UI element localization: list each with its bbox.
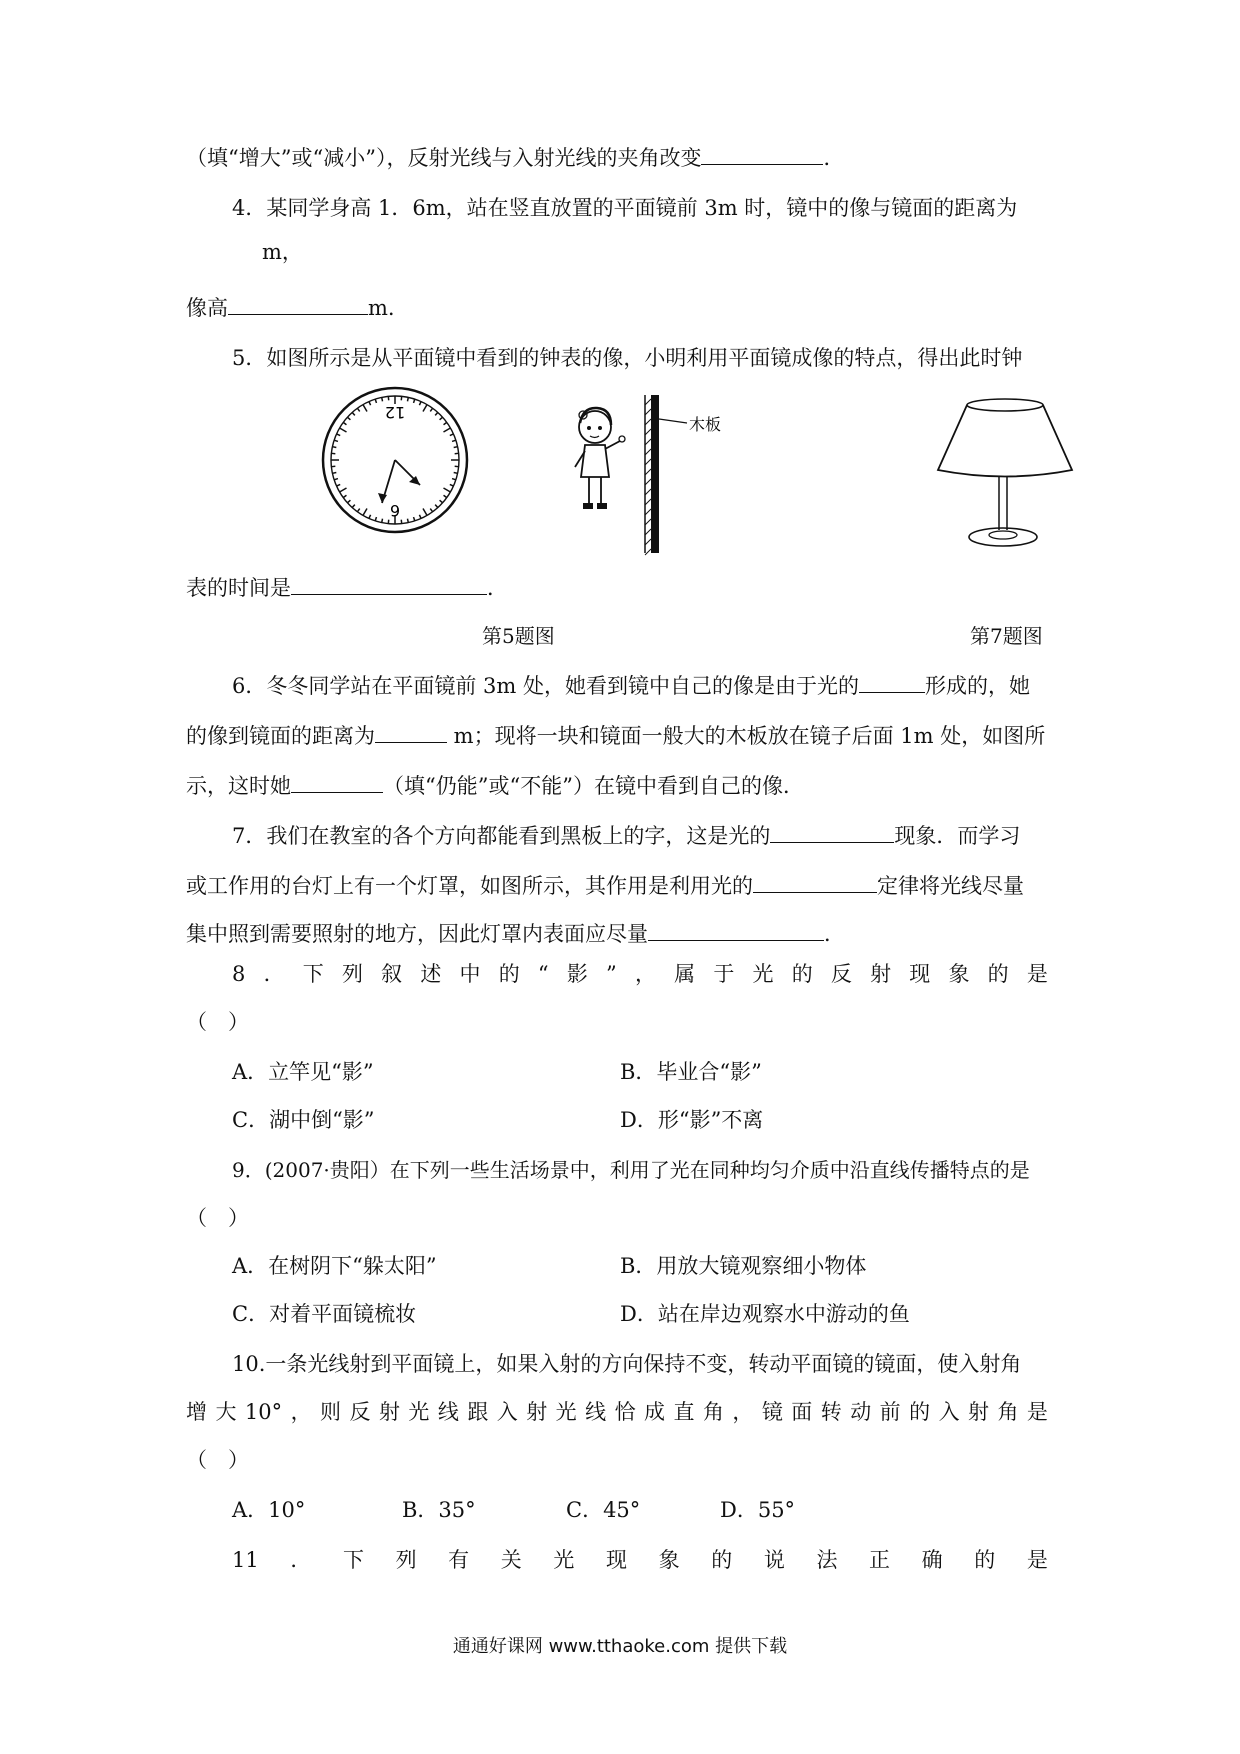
- clock-tick: [369, 515, 371, 519]
- clock-tick: [352, 412, 355, 415]
- mirror-hatch: [645, 479, 651, 485]
- text-char: 法: [816, 1548, 838, 1572]
- q9-option-b: B．用放大镜观察细小物体: [620, 1254, 867, 1278]
- q7-line3: 集中照到需要照射的地方，因此灯罩内表面应尽量 ．: [186, 922, 845, 946]
- q7-line2: 或工作用的台灯上有一个灯罩，如图所示，其作用是利用光的 定律将光线尽量: [186, 874, 1024, 898]
- clock-tick: [340, 488, 347, 492]
- figure-caption-5: 第5题图: [482, 624, 555, 648]
- text-char: 射: [526, 1400, 548, 1424]
- mirror-hatch: [645, 419, 651, 425]
- mirror-hatch: [645, 429, 651, 435]
- clock-tick: [419, 515, 421, 519]
- answer-blank[interactable]: [228, 294, 368, 315]
- text-char: 成: [644, 1400, 666, 1424]
- clock-tick: [407, 397, 408, 401]
- q4-line2: m，: [262, 240, 303, 264]
- q11-line1: [232, 1546, 1048, 1574]
- q8-option-b: B．毕业合“影”: [620, 1060, 762, 1084]
- q10-option-a: A．10°: [232, 1498, 306, 1522]
- text-char: 光: [555, 1400, 577, 1424]
- mirror-hatch: [645, 459, 651, 465]
- clock-tick: [454, 447, 458, 448]
- clock-tick: [363, 405, 367, 412]
- page-footer: 通通好课网 www.tthaoke.com 提供下载: [452, 1636, 788, 1657]
- clock-tick: [375, 517, 376, 521]
- q10-option-d: D．55°: [720, 1498, 796, 1522]
- clock-tick: [419, 402, 421, 406]
- text-char: 入: [496, 1400, 518, 1424]
- text-char: 直: [673, 1400, 695, 1424]
- text-char: 增: [186, 1400, 207, 1424]
- answer-blank[interactable]: [753, 872, 877, 893]
- text-char: 角: [997, 1400, 1019, 1424]
- text-char: 光: [752, 962, 774, 986]
- q9-option-a: A．在树阴下“躲太阳”: [232, 1254, 437, 1278]
- q10-option-b: B．35°: [402, 1498, 476, 1522]
- q10-paren: （ ）: [186, 1448, 249, 1472]
- mirror-hatch: [645, 499, 651, 505]
- clock-tick: [444, 422, 447, 424]
- clock-tick: [382, 519, 383, 523]
- mirror-hatch: [645, 509, 651, 515]
- q4-line1: 4．某同学身高 1．6m，站在竖直放置的平面镜前 3m 时，镜中的像与镜面的距离为: [232, 196, 1018, 220]
- clock-tick: [347, 417, 350, 420]
- text-char: 入: [938, 1400, 960, 1424]
- q9-line1: 9．(2007·贵阳）在下列一些生活场景中，利用了光在同种均匀介质中沿直线传播特点的是: [232, 1158, 1030, 1182]
- board-label: 木板: [689, 415, 722, 434]
- clock-tick: [443, 428, 450, 432]
- clock-tick: [450, 434, 454, 436]
- text-char: 线: [585, 1400, 607, 1424]
- clock-tick: [430, 408, 432, 411]
- q7-line1: 7．我们在教室的各个方向都能看到黑板上的字，这是光的 现象．而学习: [232, 824, 1021, 848]
- clock-tick: [375, 399, 376, 403]
- text-char: 光: [408, 1400, 430, 1424]
- clock-tick: [337, 434, 341, 436]
- text-char: 反: [349, 1400, 371, 1424]
- clock-tick: [343, 422, 346, 424]
- text-char: ．: [263, 962, 285, 986]
- mirror-hatch: [645, 469, 651, 475]
- text-char: 述: [420, 962, 442, 986]
- q10-line2: [186, 1398, 1048, 1426]
- text-char: 11: [232, 1548, 259, 1572]
- clock-tick: [343, 495, 346, 497]
- text-char: 的: [711, 1548, 733, 1572]
- answer-blank[interactable]: [701, 144, 823, 165]
- text-char: 有: [448, 1548, 470, 1572]
- clock-tick: [443, 488, 450, 492]
- q6-line3: 示，这时她 （填“仍能”或“不能”）在镜中看到自己的像．: [186, 774, 804, 798]
- girl-mirror-board-figure: [565, 395, 765, 553]
- mirror-hatch: [645, 529, 651, 535]
- text-char: 光: [553, 1548, 575, 1572]
- clock-tick: [435, 505, 438, 508]
- clock-tick: [414, 399, 415, 403]
- text-char: ”: [606, 962, 617, 986]
- text-char: 现: [606, 1548, 627, 1572]
- text-char: ．: [290, 1548, 312, 1572]
- text-char: 是: [1026, 1548, 1048, 1572]
- text-char: 线: [437, 1400, 459, 1424]
- mirror-hatch: [645, 399, 651, 405]
- text-char: 角: [702, 1400, 724, 1424]
- mirror-hatch: [645, 449, 651, 455]
- text-char: 列: [341, 962, 363, 986]
- answer-blank[interactable]: [375, 722, 447, 743]
- q6-line2: 的像到镜面的距离为 m；现将一块和镜面一般大的木板放在镜子后面 1m 处，如图所: [186, 724, 1046, 748]
- clock-numeral-12: 12: [384, 403, 406, 422]
- clock-tick: [423, 405, 427, 412]
- q8-paren: （ ）: [186, 1010, 249, 1034]
- clock-tick: [452, 479, 456, 480]
- mirror-hatch: [645, 409, 651, 415]
- text-char: ，: [290, 1400, 312, 1424]
- q9-option-c: C．对着平面镜梳妆: [232, 1302, 417, 1326]
- q8-line1: [232, 960, 1048, 988]
- mirror-hatch: [645, 489, 651, 495]
- text-char: 面: [791, 1400, 813, 1424]
- text-char: 射: [968, 1400, 990, 1424]
- clock-tick: [340, 428, 347, 432]
- q10-line1: 10.一条光线射到平面镜上，如果入射的方向保持不变，转动平面镜的镜面，使入射角: [232, 1352, 1022, 1376]
- desk-lamp-figure: [935, 395, 1075, 555]
- text-char: 是: [1026, 1400, 1048, 1424]
- text-char: 列: [395, 1548, 417, 1572]
- text-char: 的: [974, 1548, 996, 1572]
- clock-tick: [430, 509, 432, 512]
- q4-line3: 像高 m.: [186, 296, 395, 320]
- text-char: 8: [232, 962, 246, 986]
- clock-tick: [332, 447, 336, 448]
- text-char: 正: [869, 1548, 891, 1572]
- text-char: 下: [302, 962, 324, 986]
- mirror-hatch: [645, 519, 651, 525]
- clock-tick: [435, 412, 438, 415]
- clock-tick: [454, 472, 458, 473]
- text-char: 反: [830, 962, 852, 986]
- text-char: 中: [459, 962, 481, 986]
- clock-tick: [347, 500, 350, 503]
- clock-tick: [369, 402, 371, 406]
- text-char: 转: [820, 1400, 842, 1424]
- mirror-hatch: [645, 549, 651, 555]
- q9-paren: （ ）: [186, 1206, 249, 1230]
- text-char: 象: [658, 1548, 680, 1572]
- text-char: 恰: [614, 1400, 636, 1424]
- text-char: 则: [320, 1400, 342, 1424]
- clock-tick: [357, 509, 359, 512]
- text-char: 射: [378, 1400, 400, 1424]
- clock-tick: [382, 397, 383, 401]
- clock-tick: [423, 508, 427, 515]
- clock-numeral-6: 6: [389, 501, 401, 520]
- text-char: 说: [763, 1548, 785, 1572]
- clock-tick: [414, 517, 415, 521]
- text-char: 确: [921, 1548, 943, 1572]
- text-char: 镜: [761, 1400, 783, 1424]
- text-char: 关: [500, 1548, 522, 1572]
- clock-tick: [407, 519, 408, 523]
- text-char: 10°: [244, 1400, 283, 1424]
- text-char: “: [537, 962, 549, 986]
- clock-tick: [440, 500, 443, 503]
- clock-tick: [332, 472, 336, 473]
- text-char: 的: [498, 962, 520, 986]
- clock-tick: [334, 479, 338, 480]
- text-char: ，: [732, 1400, 754, 1424]
- clock-tick: [444, 495, 447, 497]
- text-char: 前: [879, 1400, 901, 1424]
- answer-blank[interactable]: [859, 672, 925, 693]
- clock-tick: [363, 508, 367, 515]
- text-char: 象: [948, 962, 970, 986]
- text-char: 于: [713, 962, 735, 986]
- q8-option-d: D．形“影”不离: [620, 1108, 764, 1132]
- text-char: 下: [342, 1548, 364, 1572]
- clock-tick: [450, 484, 454, 486]
- text-char: 属: [674, 962, 696, 986]
- text-char: 影: [566, 962, 588, 986]
- mirror-hatch: [645, 439, 651, 445]
- text-char: 大: [215, 1400, 237, 1424]
- q9-option-d: D．站在岸边观察水中游动的鱼: [620, 1302, 910, 1326]
- clock-tick: [334, 440, 338, 441]
- q5-line2: 表的时间是 ．: [186, 576, 508, 600]
- answer-blank[interactable]: [291, 772, 383, 793]
- answer-blank[interactable]: [291, 574, 487, 595]
- q8-option-c: C．湖中倒“影”: [232, 1108, 375, 1132]
- clock-tick: [352, 505, 355, 508]
- q6-line1: 6．冬冬同学站在平面镜前 3m 处，她看到镜中自己的像是由于光的 形成的，她: [232, 674, 1030, 698]
- text-char: 射: [870, 962, 892, 986]
- q5-line1: 5．如图所示是从平面镜中看到的钟表的像，小明利用平面镜成像的特点，得出此时钟: [232, 346, 1023, 370]
- q10-option-c: C．45°: [566, 1498, 641, 1522]
- q3-tail-line: （填“增大”或“减小”），反射光线与入射光线的夹角改变 ．: [186, 146, 845, 170]
- clock-tick: [452, 440, 456, 441]
- text-char: 的: [987, 962, 1009, 986]
- text-char: 叙: [381, 962, 403, 986]
- clock-tick: [357, 408, 359, 411]
- figure-caption-7: 第7题图: [970, 624, 1043, 648]
- text-char: ，: [634, 962, 656, 986]
- text-char: 的: [791, 962, 813, 986]
- text-char: 现: [909, 962, 931, 986]
- clock-tick: [440, 417, 443, 420]
- text-char: 是: [1026, 962, 1048, 986]
- text-char: 跟: [467, 1400, 489, 1424]
- clock-tick: [337, 484, 341, 486]
- text-char: 的: [909, 1400, 931, 1424]
- q8-option-a: A．立竿见“影”: [232, 1060, 374, 1084]
- answer-blank[interactable]: [648, 920, 824, 941]
- clock-figure: [320, 385, 470, 535]
- mirror-hatch: [645, 539, 651, 545]
- text-char: 动: [850, 1400, 872, 1424]
- answer-blank[interactable]: [770, 822, 894, 843]
